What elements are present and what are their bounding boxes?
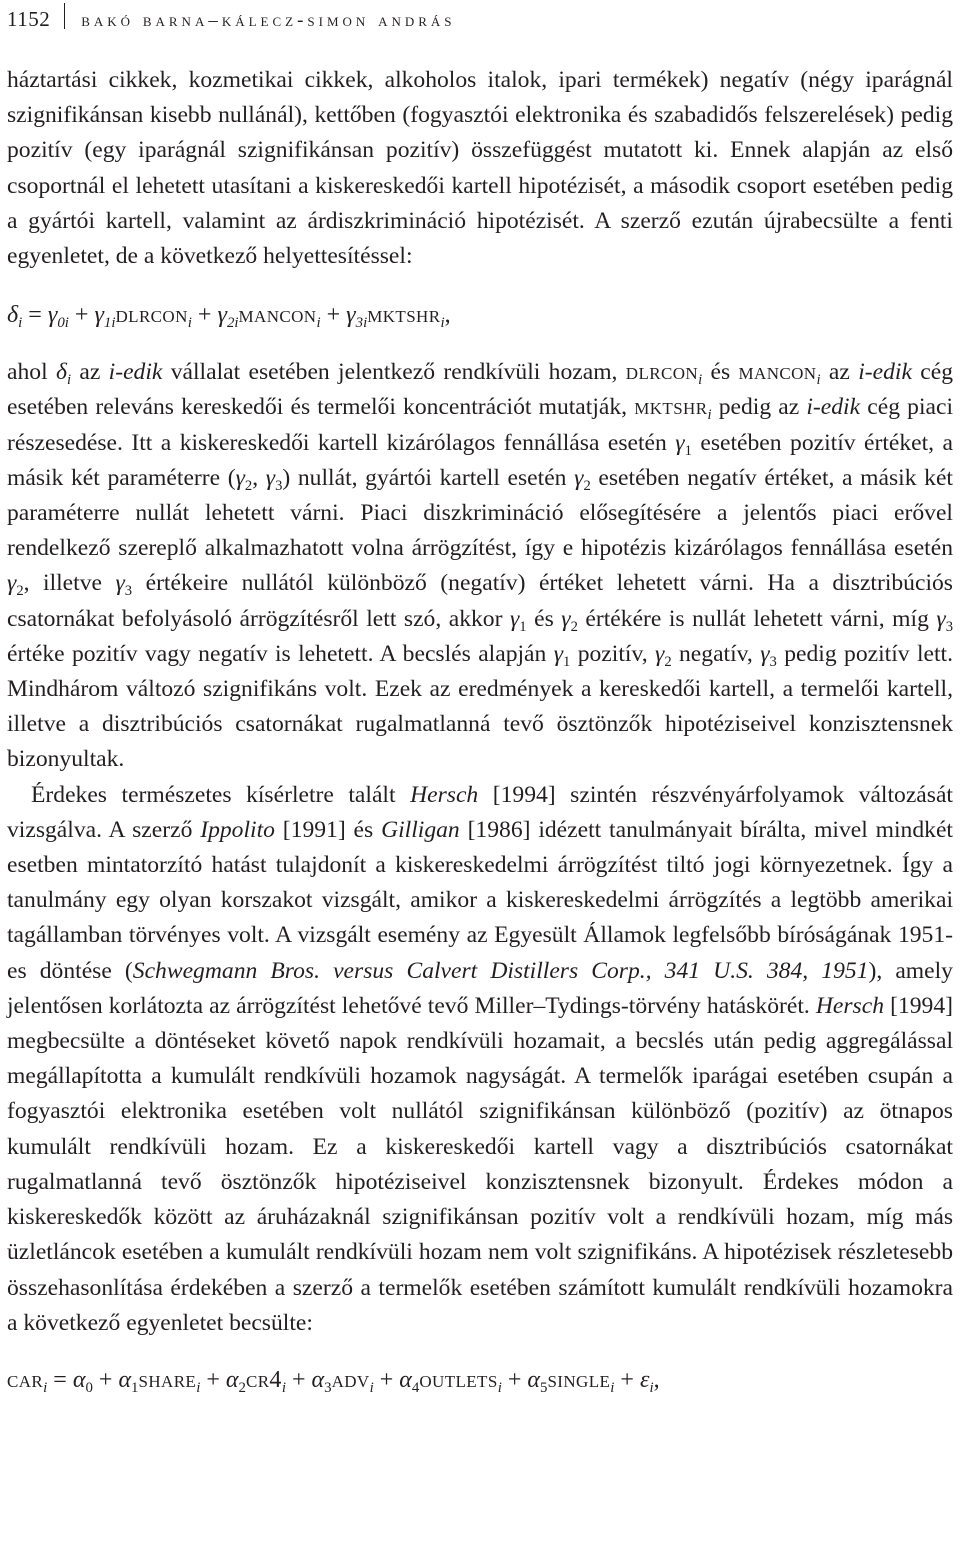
p2-text: és bbox=[702, 359, 739, 386]
p2-gamma: γ bbox=[265, 464, 276, 491]
p2-sub: 2 bbox=[570, 618, 578, 635]
eq2-plus: + bbox=[291, 1366, 306, 1393]
p2-sub: 2 bbox=[583, 477, 591, 494]
p2-text: , illetve bbox=[23, 570, 116, 597]
p2-text: vállalat esetében jelentkező rendkívüli hozam, bbox=[162, 359, 626, 386]
p2-text: esetében pozitív értéket, a másik két paraméterre ( bbox=[7, 429, 953, 491]
p2-gamma: γ bbox=[675, 429, 685, 456]
p2-text: és bbox=[526, 605, 562, 632]
eq2-sub: i bbox=[649, 1380, 654, 1397]
eq2-sub: 2 bbox=[238, 1380, 246, 1397]
eq1-equals: = bbox=[28, 302, 42, 329]
p2-italic: i-edik bbox=[858, 359, 912, 386]
running-header bbox=[7, 0, 953, 32]
paragraph-3 bbox=[7, 778, 953, 1341]
p2-sub: 2 bbox=[16, 583, 24, 600]
eq1-sub: 1i bbox=[103, 315, 116, 332]
p2-gamma: γ bbox=[553, 640, 564, 667]
p3-text: [1994] megbecsülte a döntéseket követő napok rendkívüli hozamait, a becslés után pedig aggregálással megállapította a kumulált rendkívüli hozamok nagyságát. A termelők iparágai esetében csupán a fogyasztói elektronika esetében volt nullától szignifikánsan különböző (pozitív) az ötnapos kumulált rendkívüli hozam. Ez a kiskereskedői kartell vagy a disztribúciós csatornákat rugalmatlanná tevő ösztönzők hipotéziseivel konzisztensnek bizonyult. Érdekes módon a kiskereskedők között az áruházaknál szignifikánsan pozitív volt a rendkívüli hozam, míg más üzletláncok esetében a kumulált rendkívüli hozam nem volt szignifikáns. A hipotézisek részletesebb összehasonlítása érdekében a szerző a termelők esetében számított kumulált rendkívüli hozamokra a következő egyenletet becsülte: bbox=[7, 992, 953, 1336]
eq2-sub: i bbox=[497, 1380, 502, 1397]
eq2-sub: 0 bbox=[85, 1380, 93, 1397]
p3-text: [1994] szintén részvényárfolyamok változását vizsgálva. A szerző bbox=[7, 781, 953, 843]
eq1-sub: i bbox=[316, 315, 321, 332]
p3-author-ippolito: Ippolito bbox=[200, 816, 275, 843]
eq2-sub: i bbox=[43, 1380, 48, 1397]
page bbox=[7, 0, 953, 1420]
p2-gamma: γ bbox=[115, 570, 125, 597]
p2-text: pozitív, bbox=[570, 640, 655, 667]
p2-text: értékére is nullát lehetett várni, míg bbox=[577, 605, 937, 632]
p3-author-hersch: Hersch bbox=[815, 992, 885, 1019]
p3-text: [1986] idézett tanulmányait bírálta, mivel mindkét esetben mintatorzító hatást tulajdonít a kiskereskedelmi árrögzítést tiltó jogi környezetnek. Így a tanulmány egy olyan korszakot vizsgált, amikor a kiskereskedelmi árrögzítés a legtöbb amerikai tagállamban törvényes volt. A vizsgált esemény az Egyesült Államok legfelsőbb bíróságának 1951-es döntése ( bbox=[7, 816, 953, 984]
p2-var-mancon: mancon bbox=[738, 359, 817, 386]
eq2-alpha-2: α bbox=[225, 1366, 239, 1393]
eq1-sub: 3i bbox=[355, 315, 368, 332]
eq2-epsilon: ε bbox=[639, 1366, 650, 1393]
p2-sub: 3 bbox=[769, 653, 777, 670]
p2-gamma: γ bbox=[509, 605, 520, 632]
eq2-plus: + bbox=[507, 1366, 522, 1393]
page-number: 1152 bbox=[7, 7, 51, 31]
eq2-sub: 4 bbox=[411, 1380, 420, 1397]
p2-sub: i bbox=[816, 372, 821, 389]
p2-text: esetében negatív értéket, a másik két paraméterre nullát lehetett várni. Piaci diszkrimináció elősegítésére a jelentős piaci erővel rendelkező szereplő alkalmazhatott volna árrögzítést, így e hipotézis kizárólagos fennállása esetén bbox=[7, 464, 953, 562]
p3-text: Érdekes természetes kísérletre talált bbox=[31, 781, 411, 808]
body-text bbox=[7, 63, 953, 1398]
p2-gamma: γ bbox=[655, 640, 665, 667]
eq2-alpha-3: α bbox=[311, 1366, 325, 1393]
eq2-var-car: car bbox=[7, 1366, 44, 1393]
eq2-var-single: single bbox=[547, 1366, 611, 1393]
p2-var-mktshr: mktshr bbox=[634, 394, 708, 421]
eq2-equals: = bbox=[53, 1366, 67, 1393]
p3-author-hersch: Hersch bbox=[410, 781, 479, 808]
paragraph-1 bbox=[7, 63, 953, 274]
eq2-sub: i bbox=[610, 1380, 615, 1397]
eq1-gamma-0: γ bbox=[47, 302, 58, 329]
eq2-alpha-5: α bbox=[527, 1366, 540, 1393]
p2-sub: i bbox=[66, 372, 72, 389]
eq1-comma: , bbox=[444, 302, 451, 329]
eq1-sub: i bbox=[18, 315, 23, 332]
p2-gamma: γ bbox=[574, 464, 584, 491]
p2-italic: i-edik bbox=[108, 359, 163, 386]
p2-delta: δ bbox=[55, 359, 67, 386]
eq1-sub: i bbox=[187, 315, 192, 332]
p2-sub: 3 bbox=[124, 583, 133, 600]
p2-text: cég esetében releváns kereskedői és termelői koncentrációt mutatják, bbox=[7, 359, 954, 421]
p2-text: ahol bbox=[7, 359, 56, 386]
eq2-sub: i bbox=[196, 1380, 201, 1397]
equation-1 bbox=[7, 298, 953, 333]
p3-text: [1991] és bbox=[274, 816, 382, 843]
eq1-delta: δ bbox=[7, 302, 19, 329]
eq2-plus: + bbox=[379, 1366, 394, 1393]
p2-text: értéke pozitív vagy negatív is lehetett. A becslés alapján bbox=[7, 640, 554, 667]
p2-text: , bbox=[252, 464, 266, 491]
eq2-var-adv: adv bbox=[331, 1366, 370, 1393]
eq1-gamma-2: γ bbox=[217, 302, 227, 329]
eq2-sub: 1 bbox=[131, 1380, 139, 1397]
header-divider bbox=[64, 3, 65, 29]
p2-text: az bbox=[71, 359, 109, 386]
p2-gamma: γ bbox=[561, 605, 571, 632]
p2-sub: 1 bbox=[684, 442, 692, 459]
p2-sub: 2 bbox=[664, 653, 672, 670]
eq2-alpha-0: α bbox=[72, 1366, 86, 1393]
p2-sub: i bbox=[707, 407, 712, 424]
eq2-var-cr4: cr4 bbox=[245, 1366, 282, 1393]
equation-2 bbox=[7, 1363, 953, 1398]
eq2-sub: 3 bbox=[324, 1380, 332, 1397]
paragraph-1-text: háztartási cikkek, kozmetikai cikkek, alkoholos italok, ipari termékek) negatív (négy iparágnál szignifikánsan kisebb nullánál), kettőben (fogyasztói elektronika és szabadidős felszerelések) pedig pozitív (egy iparágnál szignifikánsan pozitív) összefüggést mutatott ki. Ennek alapján az első csoportnál el lehetett utasítani a kiskereskedői kartell hipotézisét, a második csoport esetében pedig a gyártói kartell, valamint az árdiszkrimináció hipotézisét. A szerző ezután újrabecsülte a fenti egyenletet, de a következő helyettesítéssel: bbox=[7, 67, 953, 270]
eq1-var-mancon: mancon bbox=[238, 302, 317, 329]
p2-sub: 2 bbox=[244, 477, 253, 494]
p2-text: az bbox=[820, 359, 859, 386]
eq1-sub: i bbox=[440, 315, 445, 332]
p2-text: negatív, bbox=[671, 640, 761, 667]
eq1-var-mktshr: mktshr bbox=[367, 302, 441, 329]
eq1-plus: + bbox=[197, 302, 212, 329]
p2-text: pedig pozitív lett. Mindhárom változó szignifikáns volt. Ezek az eredmények a kereskedői kartell, a termelői kartell, illetve a disztribúciós csatornákat rugalmatlanná tevő ösztönzők hipotéziseivel konzisztensnek bizonyultak. bbox=[7, 640, 953, 773]
p2-sub: 1 bbox=[563, 653, 571, 670]
running-head-authors: bakó barna–kálecz-simon andrás bbox=[81, 10, 456, 31]
eq1-sub: 0i bbox=[57, 315, 69, 332]
eq1-sub: 2i bbox=[226, 315, 239, 332]
eq2-alpha-1: α bbox=[118, 1366, 132, 1393]
p2-text: cég piaci részesedése. Itt a kiskereskedői kartell kizárólagos fennállása esetén bbox=[7, 394, 953, 456]
p2-sub: 3 bbox=[275, 477, 283, 494]
p3-case-citation: Schwegmann Bros. versus Calvert Distillers Corp., 341 U.S. 384, 1951 bbox=[132, 957, 869, 984]
eq2-comma: , bbox=[653, 1366, 660, 1393]
eq1-gamma-1: γ bbox=[94, 302, 104, 329]
eq2-alpha-4: α bbox=[399, 1366, 412, 1393]
p2-sub: 3 bbox=[945, 618, 954, 635]
eq1-gamma-3: γ bbox=[346, 302, 356, 329]
eq2-var-outlets: outlets bbox=[419, 1366, 498, 1393]
p2-sub: i bbox=[698, 372, 703, 389]
p3-author-gilligan: Gilligan bbox=[381, 816, 460, 843]
p2-text: pedig az bbox=[711, 394, 807, 421]
eq2-plus: + bbox=[98, 1366, 113, 1393]
p2-text: értékeire nullától különböző (negatív) értéket lehetett várni. Ha a disztribúciós csatornákat befolyásoló árrögzítésről lett szó, akkor bbox=[7, 570, 953, 632]
eq2-sub: i bbox=[369, 1380, 374, 1397]
p2-italic: i-edik bbox=[806, 394, 861, 421]
p3-text: ), amely jelentősen korlátozta az árrögzítést lehetővé tevő Miller–Tydings-törvény hatáskörét. bbox=[7, 957, 953, 1019]
eq1-plus: + bbox=[74, 302, 89, 329]
eq2-sub: 5 bbox=[540, 1380, 548, 1397]
p2-sub: 1 bbox=[519, 618, 527, 635]
p2-var-dlrcon: dlrcon bbox=[625, 359, 699, 386]
p2-text: ) nullát, gyártói kartell esetén bbox=[282, 464, 575, 491]
p2-gamma: γ bbox=[760, 640, 770, 667]
eq2-var-share: share bbox=[138, 1366, 197, 1393]
paragraph-2 bbox=[7, 355, 953, 777]
eq1-var-dlrcon: dlrcon bbox=[115, 302, 188, 329]
p2-gamma: γ bbox=[7, 570, 17, 597]
p2-gamma: γ bbox=[936, 605, 946, 632]
eq2-plus: + bbox=[206, 1366, 220, 1393]
eq2-sub: i bbox=[281, 1380, 286, 1397]
eq1-plus: + bbox=[326, 302, 341, 329]
eq2-plus: + bbox=[620, 1366, 634, 1393]
p2-gamma: γ bbox=[235, 464, 245, 491]
